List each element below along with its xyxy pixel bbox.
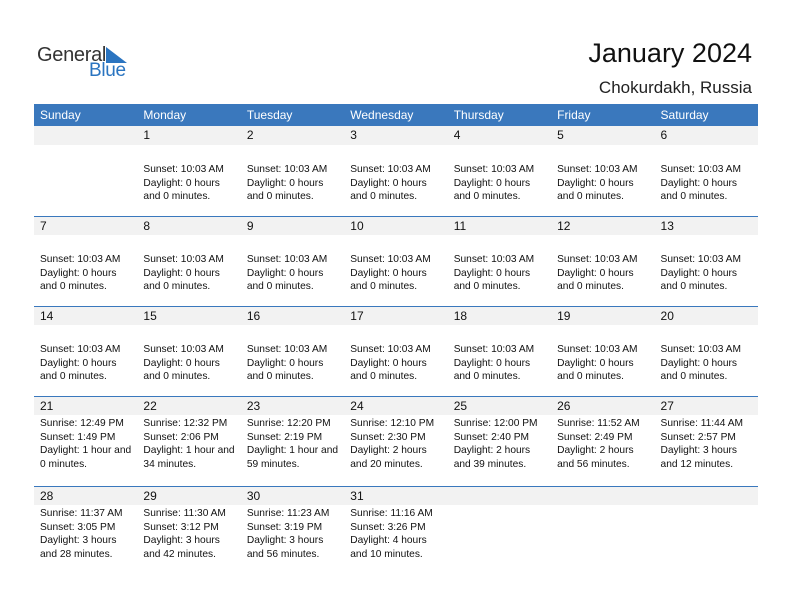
day-info-line: Daylight: 0 hours (143, 267, 220, 279)
day-number: 6 (660, 128, 668, 142)
day-cell (655, 253, 758, 294)
day-number: 11 (453, 219, 467, 233)
weekday-monday: Monday (143, 108, 187, 122)
day-info-line: Sunset: 10:03 AM (143, 164, 224, 175)
day-info-line: Sunset: 3:05 PM (40, 521, 116, 533)
day-info-line: Daylight: 0 hours (660, 357, 737, 369)
day-cell (655, 417, 758, 471)
day-cell (241, 507, 344, 561)
day-info-line: Daylight: 3 hours (660, 445, 737, 457)
day-number: 17 (350, 309, 364, 323)
day-info-line: Sunset: 2:40 PM (453, 431, 530, 443)
day-number: 10 (350, 219, 364, 233)
day-info-line: Sunset: 3:12 PM (143, 521, 219, 533)
weekday-saturday: Saturday (660, 108, 709, 122)
week-row (34, 396, 758, 486)
day-info-line: Sunrise: 12:20 PM (246, 418, 331, 429)
day-info-line: and 0 minutes. (350, 371, 418, 383)
day-info-line: and 56 minutes. (557, 458, 630, 470)
day-cell (241, 343, 344, 384)
day-info-line: Sunset: 10:03 AM (453, 254, 535, 265)
week-row (34, 306, 758, 396)
weekday-friday: Friday (557, 108, 591, 122)
day-info-line: Daylight: 0 hours (143, 357, 220, 369)
day-number: 19 (557, 309, 571, 323)
day-cell (655, 343, 758, 384)
day-cell (34, 507, 137, 561)
weekday-wednesday: Wednesday (350, 108, 414, 122)
day-info-line: Daylight: 1 hour and (40, 445, 132, 457)
day-cell (137, 163, 240, 204)
day-info-line: Daylight: 0 hours (557, 177, 634, 189)
day-info-line: Daylight: 0 hours (660, 267, 737, 279)
day-cell (34, 417, 137, 471)
day-info-line: Sunset: 10:03 AM (40, 254, 121, 265)
day-number: 20 (660, 309, 674, 323)
day-info-line: Sunset: 10:03 AM (350, 164, 431, 175)
day-info-line: Sunset: 10:03 AM (40, 344, 121, 355)
day-info-line: Daylight: 0 hours (557, 357, 634, 369)
day-info-line: and 0 minutes. (246, 191, 314, 203)
day-info-line: Sunrise: 11:16 AM (350, 508, 433, 519)
day-info-line: Sunset: 1:49 PM (40, 431, 116, 443)
day-info-line: Sunrise: 11:52 AM (557, 418, 640, 429)
day-info-row (34, 145, 758, 204)
day-cell (34, 253, 137, 294)
day-cell (448, 163, 551, 204)
day-info-line: and 0 minutes. (143, 191, 211, 203)
day-number: 9 (246, 219, 254, 233)
weekday-thursday: Thursday (453, 108, 504, 122)
day-cell (241, 253, 344, 294)
day-cell (551, 163, 654, 204)
day-info-line: Daylight: 0 hours (350, 357, 427, 369)
day-info-line: Daylight: 0 hours (350, 177, 427, 189)
day-info-line: Sunset: 10:03 AM (660, 344, 741, 355)
day-info-line: and 0 minutes. (246, 281, 314, 293)
day-info-line: Sunset: 2:19 PM (246, 431, 323, 443)
day-info-line: Daylight: 4 hours (350, 535, 427, 547)
day-info-line: Daylight: 0 hours (40, 357, 117, 369)
day-info-line: Daylight: 0 hours (557, 267, 634, 279)
day-info-line: Sunrise: 12:10 PM (350, 418, 435, 429)
day-number: 5 (557, 128, 564, 142)
day-number: 22 (143, 399, 157, 413)
day-number: 7 (40, 219, 47, 233)
day-info-line: Sunset: 10:03 AM (246, 344, 328, 355)
day-info-line: Sunset: 10:03 AM (557, 254, 638, 265)
location-label: Chokurdakh, Russia (598, 78, 752, 97)
day-number: 8 (143, 219, 151, 233)
day-info-line: Sunrise: 11:30 AM (143, 508, 226, 519)
day-info-row (34, 235, 758, 294)
day-info-line: Daylight: 0 hours (350, 267, 427, 279)
day-info-line: Daylight: 0 hours (143, 177, 220, 189)
day-number (551, 487, 654, 505)
week-row (34, 486, 758, 576)
day-info-line: Sunset: 10:03 AM (350, 254, 431, 265)
day-info-line: and 10 minutes. (350, 548, 423, 560)
weeks-container (34, 126, 758, 576)
day-info-line: Daylight: 0 hours (453, 267, 531, 279)
day-info-line: Sunset: 10:03 AM (660, 254, 741, 265)
day-info-line: Sunrise: 12:49 PM (40, 418, 124, 429)
day-info-line: Daylight: 1 hour and (143, 445, 235, 457)
day-info-line: and 42 minutes. (143, 548, 216, 560)
day-info-line: Sunset: 2:30 PM (350, 431, 426, 443)
day-number: 21 (40, 399, 54, 413)
day-cell (344, 163, 447, 204)
day-info-line: and 0 minutes. (557, 371, 624, 383)
day-info-line: and 20 minutes. (350, 458, 423, 470)
day-info-line: Sunset: 2:49 PM (557, 431, 633, 443)
day-info-line: Daylight: 1 hour and (246, 445, 339, 457)
day-number-bar (34, 126, 758, 145)
day-info-line: Sunrise: 11:37 AM (40, 508, 123, 519)
day-info-line: Sunset: 2:57 PM (660, 431, 736, 443)
day-info-line: and 0 minutes. (453, 371, 521, 383)
day-cell (655, 507, 758, 561)
day-info-line: and 0 minutes. (660, 191, 728, 203)
day-number-bar (34, 216, 758, 235)
day-number: 24 (350, 399, 364, 413)
day-number: 28 (40, 489, 54, 503)
day-info-line: Sunrise: 12:32 PM (143, 418, 228, 429)
day-cell (34, 343, 137, 384)
day-info-line: and 0 minutes. (660, 371, 728, 383)
day-cell (448, 253, 551, 294)
day-cell (137, 253, 240, 294)
day-number: 23 (246, 399, 261, 413)
day-cell (551, 417, 654, 471)
day-info-line: Daylight: 3 hours (40, 535, 117, 547)
day-info-line: Sunset: 10:03 AM (246, 164, 328, 175)
day-info-line: and 0 minutes. (350, 281, 418, 293)
day-info-line: 34 minutes. (143, 458, 197, 470)
day-info-line: Daylight: 0 hours (40, 267, 117, 279)
day-cell (344, 253, 447, 294)
week-row (34, 216, 758, 306)
day-info-line: and 0 minutes. (40, 281, 107, 293)
day-info-line: Sunrise: 11:23 AM (246, 508, 330, 519)
day-info-line: Daylight: 0 hours (660, 177, 737, 189)
day-cell (137, 507, 240, 561)
day-info-line: and 0 minutes. (453, 281, 521, 293)
weekday-header (34, 104, 758, 126)
day-number-bar (34, 306, 758, 325)
day-cell (344, 507, 447, 561)
day-cell (551, 253, 654, 294)
day-number: 29 (143, 489, 157, 503)
day-info-line: Daylight: 0 hours (246, 267, 324, 279)
day-number: 13 (660, 219, 674, 233)
day-number: 27 (660, 399, 674, 413)
logo-text-blue: Blue (89, 60, 126, 81)
day-info-line: Sunset: 3:19 PM (246, 521, 323, 533)
day-info-line: and 28 minutes. (40, 548, 113, 560)
day-number: 25 (453, 399, 468, 413)
day-cell (241, 163, 344, 204)
day-info-line: Daylight: 2 hours (557, 445, 634, 457)
day-info-row (34, 505, 758, 561)
day-info-line: and 12 minutes. (660, 458, 734, 470)
day-info-line: Sunset: 10:03 AM (246, 254, 328, 265)
day-info-line: and 0 minutes. (246, 371, 314, 383)
day-number (448, 487, 551, 505)
day-info-row (34, 325, 758, 384)
day-cell (34, 163, 137, 204)
day-number: 4 (453, 128, 461, 142)
day-info-line: and 0 minutes. (557, 191, 624, 203)
day-info-line: and 0 minutes. (453, 191, 521, 203)
day-number: 14 (40, 309, 54, 323)
day-info-line: Daylight: 3 hours (246, 535, 324, 547)
day-cell (241, 417, 344, 471)
day-info-line: Daylight: 0 hours (453, 177, 531, 189)
day-info-line: and 0 minutes. (557, 281, 624, 293)
day-info-line: and 0 minutes. (350, 191, 418, 203)
day-info-line: Sunset: 10:03 AM (350, 344, 431, 355)
day-number-bar (34, 486, 758, 505)
day-cell (137, 343, 240, 384)
day-number (655, 487, 758, 505)
day-info-line: 59 minutes. (246, 458, 300, 470)
day-number: 15 (143, 309, 157, 323)
day-number: 3 (350, 128, 357, 142)
day-cell (448, 343, 551, 384)
day-info-line: Sunset: 2:06 PM (143, 431, 219, 443)
day-info-line: and 0 minutes. (40, 371, 107, 383)
day-number: 16 (246, 309, 261, 323)
day-info-row (34, 415, 758, 471)
day-cell (137, 417, 240, 471)
day-info-line: Sunset: 10:03 AM (660, 164, 741, 175)
weekday-sunday: Sunday (40, 108, 81, 122)
day-info-line: and 0 minutes. (143, 371, 211, 383)
day-info-line: Sunset: 10:03 AM (557, 164, 638, 175)
day-info-line: and 0 minutes. (143, 281, 211, 293)
day-cell (448, 417, 551, 471)
weekday-tuesday: Tuesday (246, 108, 293, 122)
day-number: 26 (557, 399, 571, 413)
day-cell (448, 507, 551, 561)
day-info-line: Daylight: 2 hours (350, 445, 427, 457)
logo-text-general: General (37, 44, 107, 66)
day-info-line: Daylight: 0 hours (246, 357, 324, 369)
day-number: 2 (246, 128, 254, 142)
day-info-line: Sunset: 10:03 AM (557, 344, 638, 355)
day-info-line: and 0 minutes. (660, 281, 728, 293)
day-cell (655, 163, 758, 204)
day-cell (344, 417, 447, 471)
day-info-line: and 56 minutes. (246, 548, 320, 560)
day-info-line: Sunset: 10:03 AM (143, 344, 224, 355)
day-number (34, 126, 137, 145)
day-cell (551, 343, 654, 384)
day-number: 12 (557, 219, 571, 233)
week-row (34, 126, 758, 216)
day-info-line: Sunset: 10:03 AM (453, 344, 535, 355)
day-info-line: Sunrise: 11:44 AM (660, 418, 744, 429)
day-info-line: Daylight: 0 hours (453, 357, 531, 369)
day-info-line: Sunrise: 12:00 PM (453, 418, 538, 429)
day-number: 31 (350, 489, 364, 503)
day-info-line: Sunset: 10:03 AM (143, 254, 224, 265)
day-number: 18 (453, 309, 468, 323)
page-title: January 2024 (588, 38, 752, 68)
calendar-grid (34, 104, 758, 576)
day-info-line: Daylight: 3 hours (143, 535, 220, 547)
day-info-line: Sunset: 3:26 PM (350, 521, 426, 533)
day-cell (344, 343, 447, 384)
day-cell (551, 507, 654, 561)
day-number-bar (34, 396, 758, 415)
day-info-line: Daylight: 0 hours (246, 177, 324, 189)
day-info-line: 0 minutes. (40, 458, 87, 470)
day-info-line: Sunset: 10:03 AM (453, 164, 535, 175)
day-info-line: and 39 minutes. (453, 458, 527, 470)
day-info-line: Daylight: 2 hours (453, 445, 531, 457)
brand-logo (37, 44, 147, 80)
day-number: 1 (143, 128, 151, 142)
day-number: 30 (246, 489, 261, 503)
